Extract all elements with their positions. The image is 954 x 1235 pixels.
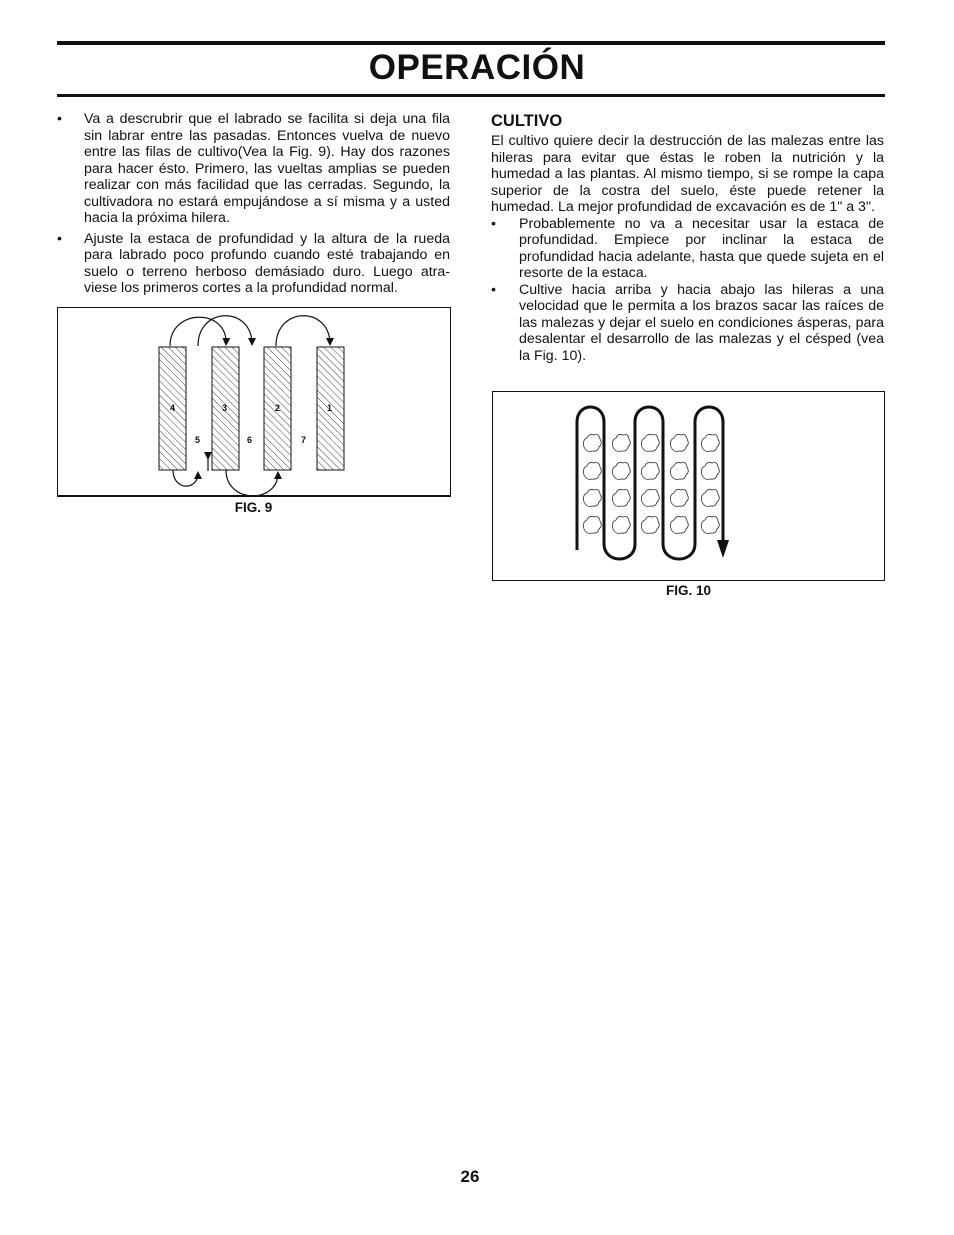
turn-arrow [276,316,330,346]
left-column [57,111,450,301]
plant-icon [701,434,719,451]
header-rule-top [57,41,885,45]
plant-icon [583,462,601,479]
turn-arrow [226,470,278,495]
plant-icon [612,489,630,506]
gap-label-7: 7 [301,435,307,445]
turn-arrow [198,316,252,346]
bullet-text: Va a descrubrir que el labrado se facilita si deja una fila sin labrar entre las pasadas. Entonces vuelva de nuevo entre las filas de cultivo(Vea la Fig. 9). Hay dos razones para hacer ésto. Primero, las vueltas amplias se pueden realizar con más facilidad que las cerradas. Segundo, la cultivadora no estará empujándose a sí misma y a usted hacia la próxima hilera. [84,111,450,226]
gap-label-6: 6 [247,435,253,445]
section-intro: El cultivo quiere decir la destrucción de las malezas entre las hileras para evitar que éstas le roben la nutrición y la humedad a las plantas. Al mismo tiempo, si se rompe la capa superior de la costra del suelo, éste puede retener la humedad. La mejor profundidad de excavación es de 1" a 3". [491,133,884,215]
bullet-text: Cultive hacia arriba y hacia abajo las hileras a una velocidad que le permita a los brazos sacar las raíces de las malezas y dejar el suelo en condiciones ásperas, para desalentar el desarrollo de las malezas y el césped (vea la Fig. 10). [519,281,884,364]
gap-label-5: 5 [195,435,201,445]
plant-icon [612,516,630,533]
figure-10-caption: FIG. 10 [665,583,711,598]
plant-icon [701,462,719,479]
bullet-icon: • [491,281,496,298]
plant-icon [670,489,688,506]
bullet-text: Probablemente no va a necesitar usar la estaca de profundidad. Empiece por inclinar la estaca de profundidad hacia adelante, hasta que quede sujeta en el resorte de la estaca. [519,215,884,281]
row-label-3: 3 [222,403,228,413]
plant-icon [583,489,601,506]
right-bullet-list [491,216,884,365]
bullet-icon: • [57,230,62,247]
section-heading: CULTIVO [491,112,563,130]
figure-9-diagram [58,308,450,495]
right-column [491,111,884,364]
row-label-1: 1 [327,403,333,413]
plant-icon [701,516,719,533]
bullet-text: Ajuste la estaca de profundidad y la altura de la rueda para labrado poco profundo cuando esté trabajando en suelo o terreno herboso demásiado duro. Luego atra-viese los primeros cortes a la profundidad normal. [84,230,450,296]
list-item [491,216,884,282]
turn-arrow [173,470,198,486]
left-bullet-list [57,111,450,297]
list-item [57,111,450,227]
list-item [491,282,884,365]
figure-10-diagram [493,392,884,580]
plant-icon [641,462,659,479]
row-label-4: 4 [170,403,176,413]
header-rule-bottom [57,94,885,97]
figure-9 [57,307,451,497]
plant-icon [670,434,688,451]
plant-icon [612,434,630,451]
plant-icon [583,516,601,533]
plant-icon [612,462,630,479]
page-title: OPERACIÓN [368,48,586,87]
figure-9-caption: FIG. 9 [234,500,273,515]
plant-icon [641,516,659,533]
bullet-icon: • [491,215,496,232]
plant-icon [670,516,688,533]
figure-10 [492,391,885,581]
plant-icon [701,489,719,506]
page-number: 26 [460,1167,480,1186]
serpentine-path [577,407,723,559]
plant-icon [641,434,659,451]
bullet-icon: • [57,111,62,127]
plant-icon [670,462,688,479]
direction-arrowhead-icon [717,540,729,558]
plant-icon [583,434,601,451]
row-label-2: 2 [275,403,281,413]
list-item [57,231,450,297]
plant-icon [641,489,659,506]
